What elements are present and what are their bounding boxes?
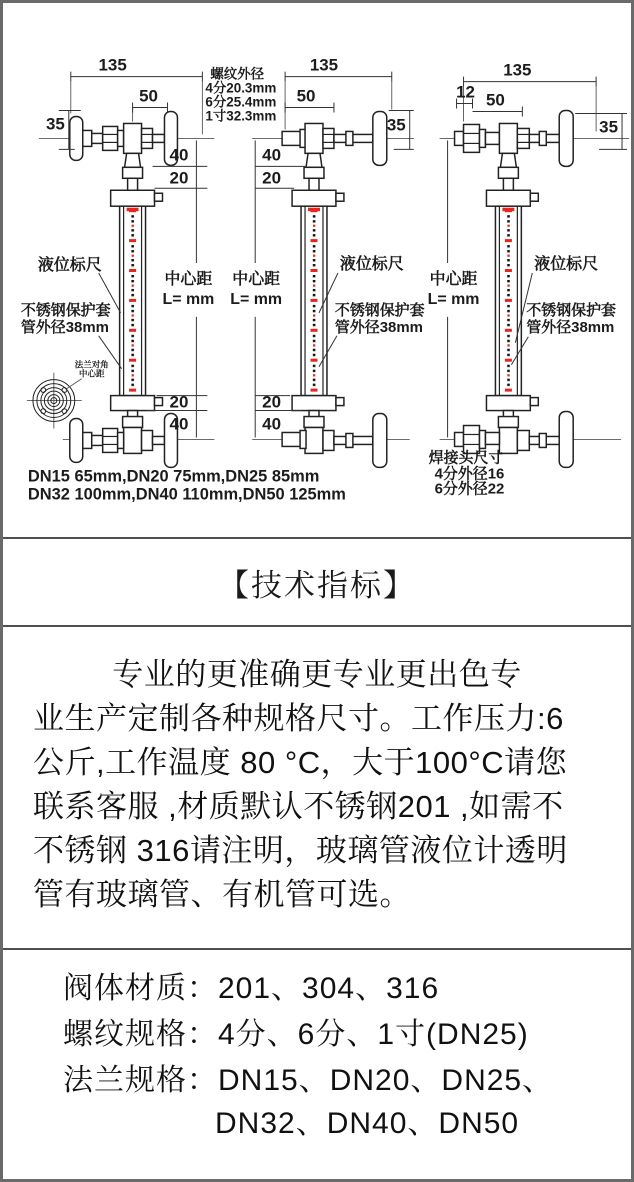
center-distance-label: 中心距 (429, 270, 478, 288)
scale-label: 液位标尺 (339, 256, 404, 274)
dim-20: 20 (169, 168, 189, 188)
tech-spec-heading-section (3, 539, 631, 627)
center-distance-label: 中心距 (164, 270, 213, 288)
sleeve-label: 不锈钢保护套 (20, 301, 111, 319)
paragraph-line: 专业的更准确更专业更出色专 (112, 657, 522, 692)
paragraph-line: 管有玻璃管、有机管可选。 (33, 877, 411, 912)
level-gauge-drawing (3, 3, 631, 539)
thread-note: 6分25.4mm (205, 94, 277, 110)
dim-20: 20 (262, 392, 282, 412)
dim-40: 40 (262, 414, 282, 434)
dim-135: 135 (503, 60, 532, 80)
sleeve-label: 管外径38mm (20, 318, 109, 336)
dim-40: 40 (169, 414, 189, 434)
dim-35: 35 (45, 114, 65, 134)
spec-flange-size-cont: DN32、DN40、DN50 (215, 1107, 520, 1140)
flange-note: 中心距 (79, 368, 105, 379)
dn-size-note: DN15 65mm,DN20 75mm,DN25 85mm (27, 467, 320, 486)
thread-note: 4分20.3mm (205, 80, 277, 96)
gauge-welded-type (428, 61, 629, 498)
sleeve-label: 不锈钢保护套 (334, 301, 425, 319)
sleeve-label: 管外径38mm (526, 318, 615, 336)
dim-35: 35 (599, 117, 619, 137)
dim-20: 20 (169, 392, 189, 412)
tech-spec-heading: 【技术指标】 (218, 567, 416, 603)
dim-50: 50 (296, 86, 316, 106)
scale-label: 液位标尺 (534, 256, 599, 274)
paragraph-line: 不锈钢 316请注明，玻璃管液位计透明 (33, 833, 568, 868)
paragraph-line: 联系客服 ,材质默认不锈钢201 ,如需不 (33, 789, 564, 824)
dim-20: 20 (262, 168, 282, 188)
dim-135: 135 (309, 55, 339, 75)
spec-valve-material: 阀体材质：201、304、316 (63, 972, 440, 1005)
spec-flange-size: 法兰规格：DN15、DN20、DN25、 (63, 1064, 554, 1097)
dn-size-note: DN32 100mm,DN40 110mm,DN50 125mm (27, 485, 346, 504)
gauge-threaded-type (205, 56, 424, 468)
dim-50: 50 (486, 90, 505, 110)
spec-thread-size: 螺纹规格：4分、6分、1寸(DN25) (63, 1018, 529, 1051)
paragraph-line: 公斤,工作温度 80 °C，大于100°C请您 (33, 745, 568, 780)
center-distance-value: L= mm (230, 290, 283, 308)
flange-note: 法兰对角 (74, 359, 109, 370)
paragraph-line: 业生产定制各种规格尺寸。工作压力:6 (33, 701, 564, 736)
dim-50: 50 (139, 86, 158, 106)
thread-note-title: 螺纹外径 (210, 66, 265, 82)
dim-40: 40 (262, 145, 282, 165)
weld-note-title: 焊接头尺寸 (428, 449, 504, 467)
description-section (3, 627, 631, 950)
thread-note: 1寸32.3mm (205, 108, 277, 124)
weld-note: 6分外径22 (434, 480, 505, 498)
dim-35: 35 (386, 115, 406, 135)
dim-40: 40 (169, 145, 189, 165)
center-distance-value: L= mm (162, 290, 215, 308)
sleeve-label: 不锈钢保护套 (526, 301, 616, 319)
flange-detail (27, 360, 109, 429)
spec-list-section (3, 950, 631, 1169)
technical-drawing-section (3, 3, 631, 539)
dim-12: 12 (456, 82, 475, 102)
sleeve-label: 管外径38mm (334, 318, 423, 336)
weld-note: 4分外径16 (434, 465, 505, 483)
scale-label: 液位标尺 (37, 257, 102, 275)
dim-135: 135 (98, 55, 127, 75)
center-distance-value: L= mm (427, 290, 480, 308)
center-distance-label: 中心距 (232, 270, 281, 288)
gauge-flange-type (21, 56, 214, 468)
